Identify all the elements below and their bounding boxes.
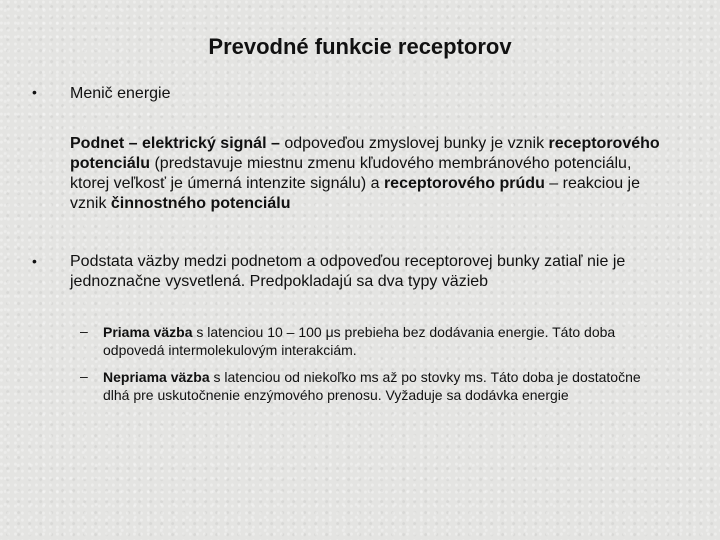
bullet-marker: • <box>32 253 37 269</box>
bold-receptoroveho-potencialu: receptorového potenciálu <box>70 135 660 172</box>
bullet-marker: • <box>32 84 37 100</box>
bold-nepriama-vazba: Nepriama väzba <box>103 369 210 385</box>
bold-priama-vazba: Priama väzba <box>103 324 193 340</box>
bold-receptoroveho-prudu: receptorového prúdu <box>383 175 545 192</box>
sub-bullet-marker: – <box>80 323 88 339</box>
text-nepriama-vazba: s latenciou od niekoľko ms až po stovky ms. Táto doba je dostatočne dlhá pre uskutočnenie enzýmového prenosu. Vyžaduje sa dodávka energie <box>103 369 641 403</box>
paragraph-podnet <box>70 134 670 214</box>
sub-bullet-nepriama-vazba <box>103 368 663 404</box>
slide-title: Prevodné funkcie receptorov <box>208 34 512 59</box>
text-reakciou: – reakciou je vznik <box>70 175 641 212</box>
text-predstavuje: (predstavuje miestnu zmenu kľudového membránového potenciálu, ktorej veľkosť je úmerná intenzite signálu) a <box>70 155 632 192</box>
sub-bullet-marker: – <box>80 368 88 384</box>
sub-bullet-priama-vazba <box>103 323 663 359</box>
bullet-podstata-vazby: Podstata väzby medzi podnetom a odpoveďou receptorovej bunky zatiaľ nie je jednoznačne vysvetlená. Predpokladajú sa dva typy väzieb <box>70 253 626 290</box>
text-priama-vazba: s latenciou 10 – 100 μs prebieha bez dodávania energie. Táto doba odpovedá intermolekulovým interakciám. <box>103 324 616 358</box>
text-odpovedou: odpoveďou zmyslovej bunky je vznik <box>279 135 549 152</box>
bold-cinnostneho-potencialu: činnostného potenciálu <box>110 195 291 212</box>
bold-podnet: Podnet – elektrický signál – <box>70 135 280 152</box>
bullet-menic-energie: Menič energie <box>70 85 171 102</box>
